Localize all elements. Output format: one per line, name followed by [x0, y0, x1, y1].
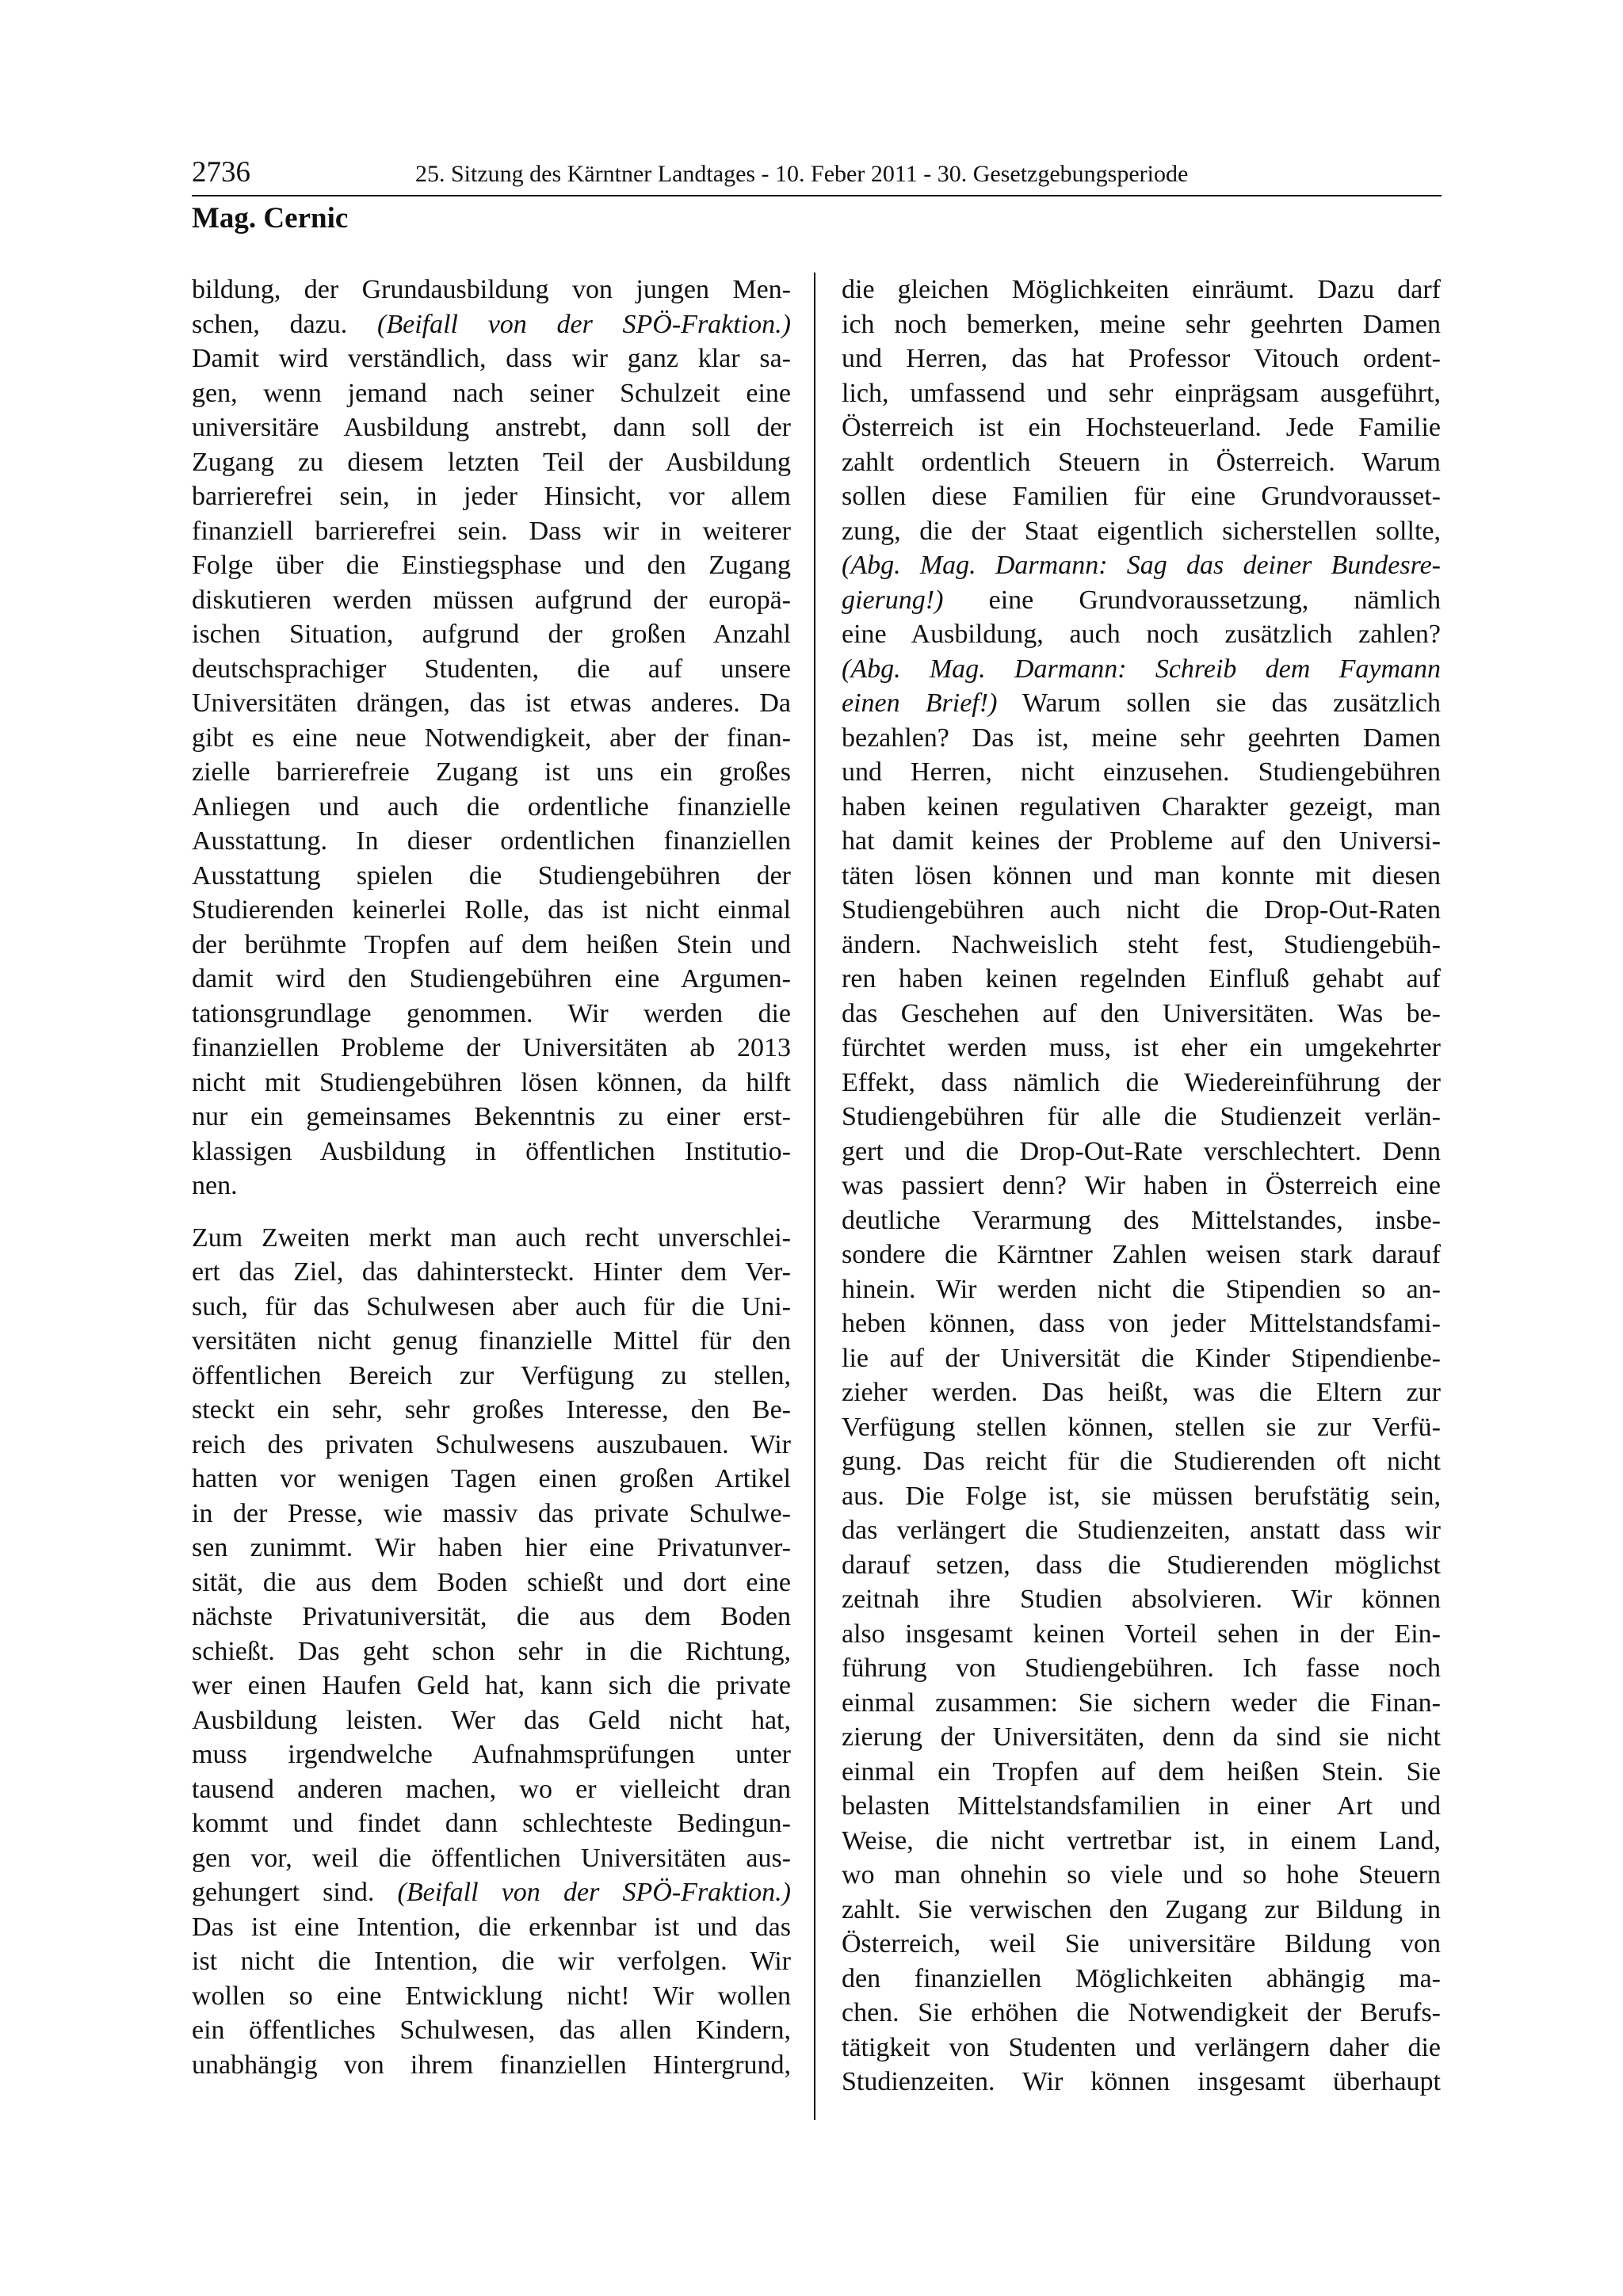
- text-line: der berühmte Tropfen auf dem heißen Stein und: [192, 929, 791, 959]
- text-line: wo man ohnehin so viele und so hohe Steuern: [842, 1860, 1441, 1890]
- speaker-name: Mag. Cernic: [192, 202, 349, 235]
- text-line: das verlängert die Studienzeiten, anstatt dass wir: [842, 1516, 1441, 1545]
- text-line: lich, umfassend und sehr einprägsam ausgeführt,: [842, 378, 1441, 408]
- text-line: Studiengebühren auch nicht die Drop-Out-Raten: [842, 895, 1441, 925]
- text-line: belasten Mittelstandsfamilien in einer Art und: [842, 1791, 1441, 1821]
- text-line: tätigkeit von Studenten und verlängern daher die: [842, 2032, 1441, 2062]
- text-line: Weise, die nicht vertretbar ist, in einem Land,: [842, 1825, 1441, 1855]
- text-line: gung. Das reicht für die Studierenden oft nicht: [842, 1447, 1441, 1476]
- text-line: haben keinen regulativen Charakter gezeigt, man: [842, 791, 1441, 822]
- text-line: such, für das Schulwesen aber auch für die Uni-: [192, 1291, 791, 1322]
- text-line: einmal zusammen: Sie sichern weder die Finan-: [842, 1688, 1441, 1718]
- text-fragment: schen, dazu.: [192, 309, 348, 339]
- text-line: nur ein gemeinsames Bekenntnis zu einer erst-: [192, 1102, 791, 1131]
- text-line: Studierenden keinerlei Rolle, das ist nicht einmal: [192, 895, 791, 925]
- text-line: darauf setzen, dass die Studierenden möglichst: [842, 1550, 1441, 1580]
- text-line: was passiert denn? Wir haben in Österreich eine: [842, 1171, 1441, 1200]
- text-line: [842, 583, 1441, 618]
- text-line: sollen diese Familien für eine Grundvorausset-: [842, 482, 1441, 511]
- text-line: Ausbildung leisten. Wer das Geld nicht hat,: [192, 1705, 791, 1735]
- text-line: tationsgrundlage genommen. Wir werden die: [192, 998, 791, 1028]
- right-column: [842, 273, 1441, 2100]
- text-line: nächste Privatuniversität, die aus dem Boden: [192, 1602, 791, 1631]
- text-line: barrierefrei sein, in jeder Hinsicht, vor allem: [192, 482, 791, 511]
- text-line: chen. Sie erhöhen die Notwendigkeit der Berufs-: [842, 1998, 1441, 2027]
- text-line: Ausstattung. In dieser ordentlichen finanziellen: [192, 826, 791, 856]
- text-line: Zugang zu diesem letzten Teil der Ausbildung: [192, 447, 791, 477]
- text-line: und Herren, das hat Professor Vitouch ordent-: [842, 344, 1441, 373]
- text-line: gen vor, weil die öffentlichen Universitäten aus-: [192, 1843, 791, 1873]
- text-line: kommt und findet dann schlechteste Bedingun-: [192, 1809, 791, 1838]
- text-line: zierung der Universitäten, denn da sind sie nicht: [842, 1722, 1441, 1752]
- page-number: 2736: [192, 156, 250, 189]
- text-line: Verfügung stellen können, stellen sie zur Verfü-: [842, 1412, 1441, 1442]
- text-line: zieher werden. Das heißt, was die Eltern zur: [842, 1378, 1441, 1407]
- interjection: (Beifall von der SPÖ-Fraktion.): [397, 1878, 791, 1907]
- interjection: einen Brief!): [842, 688, 998, 718]
- text-line: ich noch bemerken, meine sehr geehrten Damen: [842, 309, 1441, 339]
- text-line: gen, wenn jemand nach seiner Schulzeit eine: [192, 378, 791, 408]
- text-line: [192, 1875, 791, 1910]
- text-line: Universitäten drängen, das ist etwas anderes. Da: [192, 688, 791, 718]
- text-line: und Herren, nicht einzusehen. Studiengebühren: [842, 757, 1441, 787]
- text-line: heben können, dass von jeder Mittelstandsfami-: [842, 1309, 1441, 1338]
- text-line: die gleichen Möglichkeiten einräumt. Dazu darf: [842, 275, 1441, 304]
- text-line: wer einen Haufen Geld hat, kann sich die private: [192, 1671, 791, 1700]
- text-line: bezahlen? Das ist, meine sehr geehrten Damen: [842, 723, 1441, 753]
- text-line: nicht mit Studiengebühren lösen können, da hilft: [192, 1067, 791, 1097]
- text-line: hinein. Wir werden nicht die Stipendien so an-: [842, 1274, 1441, 1304]
- text-line: eine Ausbildung, auch noch zusätzlich zahlen?: [842, 620, 1441, 649]
- text-line: das Geschehen auf den Universitäten. Was be-: [842, 998, 1441, 1028]
- text-line: Folge über die Einstiegsphase und den Zugang: [192, 551, 791, 580]
- text-fragment: eine Grundvoraussetzung, nämlich: [988, 585, 1441, 615]
- text-line: finanziell barrierefrei sein. Dass wir in weiterer: [192, 516, 791, 546]
- text-line: zahlt. Sie verwischen den Zugang zur Bildung in: [842, 1894, 1441, 1924]
- text-line: ischen Situation, aufgrund der großen Anzahl: [192, 620, 791, 649]
- text-line: deutliche Verarmung des Mittelstandes, insbe-: [842, 1205, 1441, 1235]
- session-header: 25. Sitzung des Kärntner Landtages - 10. Feber 2011 - 30. Gesetzgebungsperiode: [415, 161, 1189, 187]
- text-line: Studiengebühren für alle die Studienzeit verlän-: [842, 1102, 1441, 1131]
- text-line: [192, 307, 791, 342]
- text-line: Das ist eine Intention, die erkennbar ist und das: [192, 1912, 791, 1942]
- interjection: gierung!): [842, 585, 944, 615]
- text-line: steckt ein sehr, sehr großes Interesse, den Be-: [192, 1395, 791, 1425]
- interjection: (Beifall von der SPÖ-Fraktion.): [377, 309, 791, 339]
- text-line: Österreich, weil Sie universitäre Bildung von: [842, 1929, 1441, 1958]
- text-line: Studienzeiten. Wir können insgesamt überhaupt: [842, 2067, 1441, 2096]
- left-column: [192, 273, 791, 2082]
- column-divider: [814, 273, 815, 2120]
- text-line: zeitnah ihre Studien absolvieren. Wir können: [842, 1585, 1441, 1614]
- text-line: ein öffentliches Schulwesen, das allen Kindern,: [192, 2016, 791, 2045]
- text-line: Effekt, dass nämlich die Wiedereinführung der: [842, 1067, 1441, 1097]
- text-line: Ausstattung spielen die Studiengebühren der: [192, 860, 791, 891]
- text-line: [842, 686, 1441, 721]
- text-line: einmal ein Tropfen auf dem heißen Stein. Sie: [842, 1756, 1441, 1787]
- text-line: sität, die aus dem Boden schießt und dort eine: [192, 1567, 791, 1597]
- text-line: nen.: [192, 1171, 238, 1200]
- text-line: ist nicht die Intention, die wir verfolgen. Wir: [192, 1947, 791, 1976]
- paragraph-gap: [192, 1203, 791, 1221]
- text-line: den finanziellen Möglichkeiten abhängig ma-: [842, 1963, 1441, 1993]
- text-line: unabhängig von ihrem finanziellen Hintergrund,: [192, 2050, 791, 2080]
- text-line: aus. Die Folge ist, sie müssen berufstätig sein,: [842, 1481, 1441, 1511]
- text-fragment: Warum sollen sie das zusätzlich: [1022, 688, 1441, 718]
- text-line: bildung, der Grundausbildung von jungen Men-: [192, 275, 791, 304]
- text-line: universitäre Ausbildung anstrebt, dann soll der: [192, 413, 791, 442]
- text-line: hatten vor wenigen Tagen einen großen Artikel: [192, 1464, 791, 1493]
- text-line: also insgesamt keinen Vorteil sehen in der Ein-: [842, 1619, 1441, 1649]
- text-line: wollen so eine Entwicklung nicht! Wir wollen: [192, 1981, 791, 2011]
- text-line: ren haben keinen regelnden Einfluß gehabt auf: [842, 964, 1441, 994]
- text-line: klassigen Ausbildung in öffentlichen Institutio-: [192, 1136, 791, 1166]
- interjection: (Abg. Mag. Darmann: Schreib dem Faymann: [842, 654, 1441, 684]
- text-line: gibt es eine neue Notwendigkeit, aber der finan-: [192, 723, 791, 753]
- text-line: schießt. Das geht schon sehr in die Richtung,: [192, 1636, 791, 1666]
- text-line: tausend anderen machen, wo er vielleicht dran: [192, 1774, 791, 1804]
- text-line: sen zunimmt. Wir haben hier eine Privatunver-: [192, 1533, 791, 1562]
- text-line: zung, die der Staat eigentlich sicherstellen sollte,: [842, 516, 1441, 546]
- text-line: finanziellen Probleme der Universitäten ab 2013: [192, 1033, 791, 1062]
- text-line: lie auf der Universität die Kinder Stipendienbe-: [842, 1343, 1441, 1373]
- text-line: in der Presse, wie massiv das private Schulwe-: [192, 1498, 791, 1528]
- text-line: versitäten nicht genug finanzielle Mittel für den: [192, 1326, 791, 1356]
- text-fragment: gehungert sind.: [192, 1878, 375, 1907]
- interjection: (Abg. Mag. Darmann: Sag das deiner Bundesre-: [842, 551, 1441, 580]
- text-line: muss irgendwelche Aufnahmsprüfungen unter: [192, 1740, 791, 1769]
- text-line: reich des privaten Schulwesens auszubauen. Wir: [192, 1429, 791, 1459]
- text-line: hat damit keines der Probleme auf den Universi-: [842, 826, 1441, 856]
- text-line: gert und die Drop-Out-Rate verschlechtert. Denn: [842, 1136, 1441, 1166]
- text-line: sondere die Kärntner Zahlen weisen stark darauf: [842, 1240, 1441, 1269]
- text-line: Damit wird verständlich, dass wir ganz klar sa-: [192, 344, 791, 373]
- text-line: führung von Studiengebühren. Ich fasse noch: [842, 1653, 1441, 1683]
- text-line: ert das Ziel, das dahintersteckt. Hinter dem Ver-: [192, 1257, 791, 1287]
- text-line: deutschsprachiger Studenten, die auf unsere: [192, 654, 791, 684]
- text-line: diskutieren werden müssen aufgrund der europä-: [192, 585, 791, 615]
- text-line: ändern. Nachweislich steht fest, Studiengebüh-: [842, 929, 1441, 959]
- text-line: damit wird den Studiengebühren eine Argumen-: [192, 964, 791, 994]
- text-line: öffentlichen Bereich zur Verfügung zu stellen,: [192, 1360, 791, 1390]
- text-line: fürchtet werden muss, ist eher ein umgekehrter: [842, 1033, 1441, 1062]
- text-line: täten lösen können und man konnte mit diesen: [842, 860, 1441, 891]
- text-line: zielle barrierefreie Zugang ist uns ein großes: [192, 757, 791, 787]
- text-line: Anliegen und auch die ordentliche finanzielle: [192, 791, 791, 822]
- text-line: Zum Zweiten merkt man auch recht unverschlei-: [192, 1222, 791, 1253]
- text-line: zahlt ordentlich Steuern in Österreich. Warum: [842, 447, 1441, 477]
- header-rule: [192, 195, 1442, 196]
- text-line: Österreich ist ein Hochsteuerland. Jede Familie: [842, 413, 1441, 442]
